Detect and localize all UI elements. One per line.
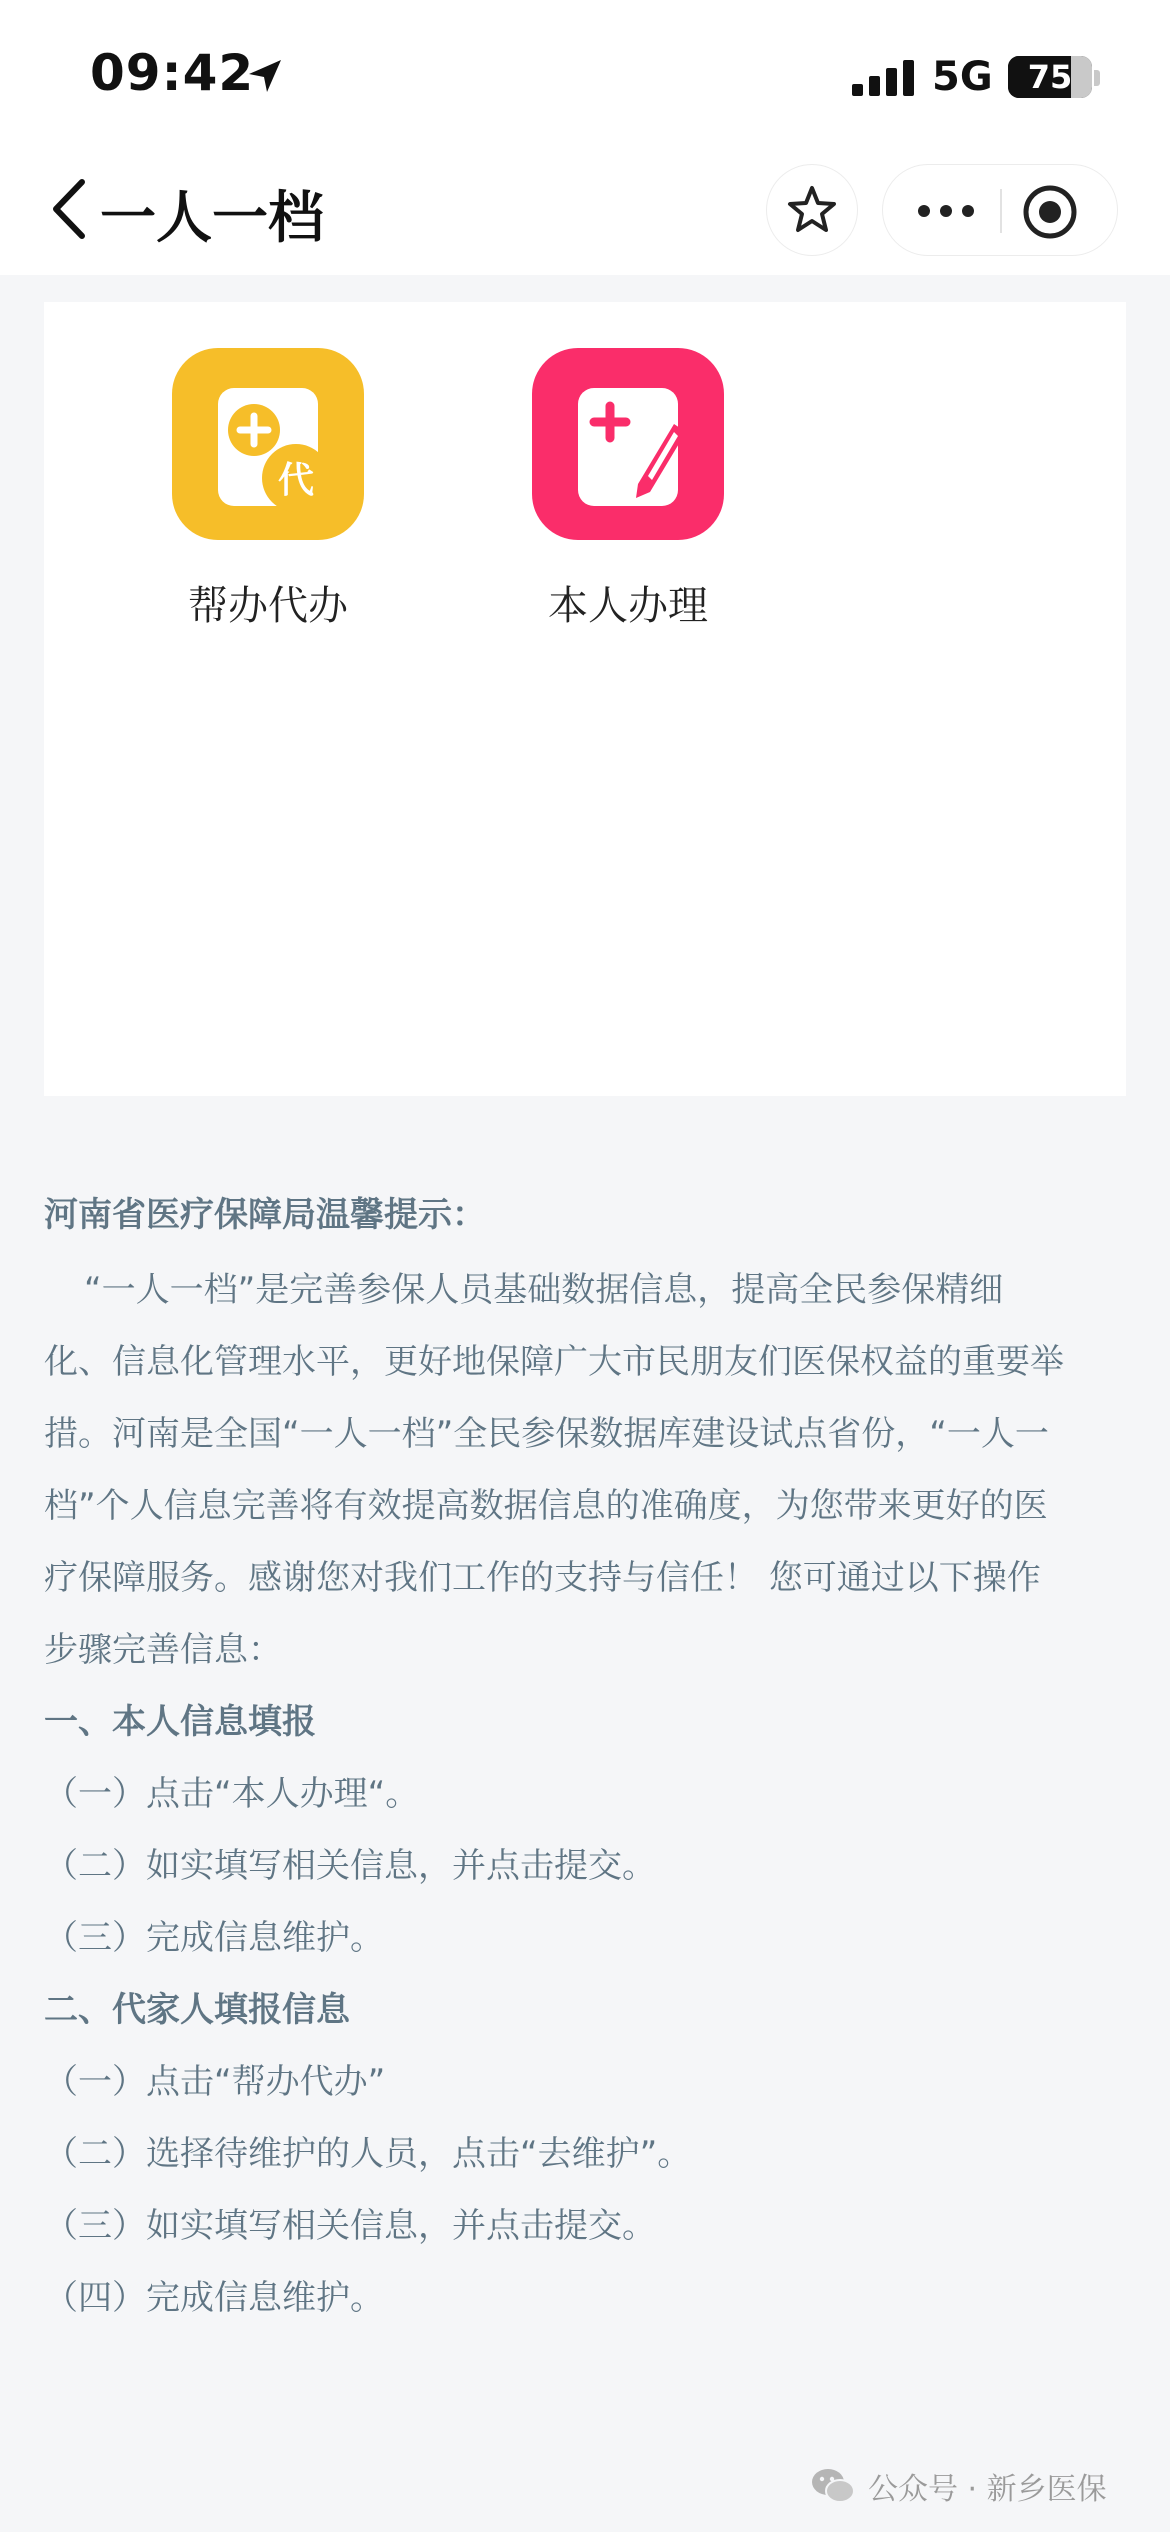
step-item: （四）完成信息维护。 xyxy=(44,2278,384,2318)
proxy-glyph: 代 xyxy=(277,460,315,501)
watermark-text: 公众号 · 新乡医保 xyxy=(868,2472,1107,2507)
watermark xyxy=(810,2456,1107,2516)
service-card xyxy=(44,302,1126,1096)
notice-line: 档”个人信息完善将有效提高数据信息的准确度，为您带来更好的医 xyxy=(44,1486,1048,1526)
nav-bar xyxy=(0,150,1170,275)
favorite-button[interactable] xyxy=(766,164,858,256)
close-target-icon[interactable] xyxy=(1021,183,1079,241)
document-plus-pen-icon xyxy=(532,348,724,540)
network-type: 5G xyxy=(932,54,993,100)
self-handling-label: 本人办理 xyxy=(548,583,708,629)
location-arrow-icon xyxy=(245,56,285,96)
proxy-handling-label: 帮办代办 xyxy=(188,583,348,629)
battery-cap xyxy=(1094,70,1100,86)
battery-percent: 75 xyxy=(1027,58,1073,96)
status-bar xyxy=(0,0,1170,150)
notice-paragraph xyxy=(44,1254,1134,1686)
notice-line: 措。河南是全国“一人一档”全民参保数据库建设试点省份，“一人一 xyxy=(44,1414,1049,1454)
capsule-divider xyxy=(1000,189,1002,233)
section-heading-family: 二、代家人填报信息 xyxy=(44,1990,350,2030)
notice-line: 化、信息化管理水平，更好地保障广大市民朋友们医保权益的重要举 xyxy=(44,1342,1064,1382)
notice-line: “一人一档”是完善参保人员基础数据信息，提高全民参保精细 xyxy=(84,1270,1004,1310)
battery-icon xyxy=(1008,56,1092,98)
star-icon xyxy=(784,182,840,238)
notice-line: 步骤完善信息： xyxy=(44,1630,282,1670)
document-plus-proxy-icon xyxy=(172,348,364,540)
step-item: （三）如实填写相关信息，并点击提交。 xyxy=(44,2206,656,2246)
notice-heading: 河南省医疗保障局温馨提示： xyxy=(44,1195,486,1235)
more-dots-icon[interactable] xyxy=(915,195,977,227)
step-item: （一）点击“帮办代办” xyxy=(44,2062,386,2102)
self-handling-button[interactable] xyxy=(492,348,752,638)
back-chevron-icon[interactable] xyxy=(46,176,90,242)
notice-line: 疗保障服务。感谢您对我们工作的支持与信任！ 您可通过以下操作 xyxy=(44,1558,1041,1598)
step-item: （三）完成信息维护。 xyxy=(44,1918,384,1958)
notice-section xyxy=(44,1190,1134,2334)
page-title: 一人一档 xyxy=(100,186,324,251)
miniprogram-capsule xyxy=(882,164,1118,256)
step-item: （一）点击“本人办理“。 xyxy=(44,1774,420,1814)
step-item: （二）如实填写相关信息，并点击提交。 xyxy=(44,1846,656,1886)
section-heading-self: 一、本人信息填报 xyxy=(44,1702,316,1742)
wechat-icon xyxy=(810,2466,856,2506)
status-time: 09:42 xyxy=(90,44,255,102)
proxy-handling-tile xyxy=(172,348,364,540)
cellular-signal-icon xyxy=(852,60,914,96)
step-item: （二）选择待维护的人员，点击“去维护”。 xyxy=(44,2134,692,2174)
self-handling-tile xyxy=(532,348,724,540)
proxy-handling-button[interactable] xyxy=(132,348,392,638)
